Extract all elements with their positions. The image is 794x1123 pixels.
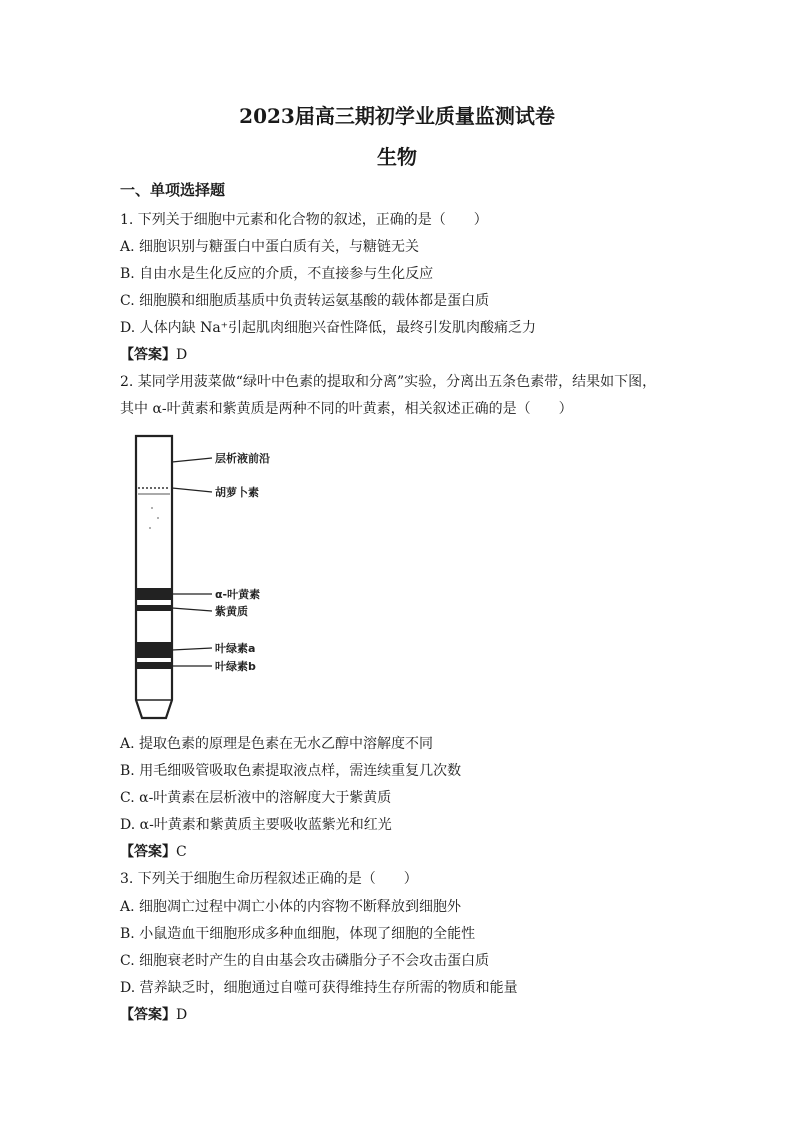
label-chlorophyll-b: 叶绿素b — [215, 660, 256, 673]
q2-option-b: B. 用毛细吸管吸取色素提取液点样，需连续重复几次数 — [120, 763, 462, 779]
q2-stem-line1: 2. 某同学用菠菜做“绿叶中色素的提取和分离”实验，分离出五条色素带，结果如下图， — [120, 374, 657, 390]
speck — [149, 527, 151, 529]
q1-answer — [120, 346, 187, 364]
answer-label: 【答案】 — [120, 347, 176, 363]
answer-label: 【答案】 — [120, 1007, 176, 1023]
leader-line — [172, 488, 212, 492]
q2-option-c: C. α-叶黄素在层析液中的溶解度大于紫黄质 — [120, 790, 392, 806]
violaxanthin-band — [137, 605, 171, 611]
chlorophyll-a-band — [137, 642, 171, 658]
q1-option-a: A. 细胞识别与糖蛋白中蛋白质有关，与糖链无关 — [120, 239, 420, 255]
label-solvent-front: 层析液前沿 — [215, 452, 270, 465]
q1-option-b: B. 自由水是生化反应的介质，不直接参与生化反应 — [120, 266, 434, 282]
alpha-xanthophyll-band — [137, 588, 171, 600]
answer-value: D — [176, 347, 188, 363]
leader-line — [172, 458, 212, 462]
chlorophyll-b-band — [137, 662, 171, 669]
paper-strip — [136, 436, 172, 718]
chromatography-diagram — [122, 428, 332, 728]
q3-option-a: A. 细胞凋亡过程中凋亡小体的内容物不断释放到细胞外 — [120, 899, 462, 915]
section-heading: 一、单项选择题 — [120, 181, 226, 199]
q1-option-c: C. 细胞膜和细胞质基质中负责转运氨基酸的载体都是蛋白质 — [120, 293, 490, 309]
answer-value: C — [176, 844, 187, 860]
q1-stem: 1. 下列关于细胞中元素和化合物的叙述，正确的是（ ） — [120, 212, 488, 228]
label-alpha-xanthophyll: α-叶黄素 — [215, 588, 261, 601]
leader-line — [172, 608, 212, 611]
chromatography-figure — [122, 428, 332, 728]
subject-title: 生物 — [377, 145, 417, 169]
answer-label: 【答案】 — [120, 844, 176, 860]
q2-answer — [120, 843, 187, 861]
q3-stem: 3. 下列关于细胞生命历程叙述正确的是（ ） — [120, 871, 418, 887]
q2-stem-line2: 其中 α-叶黄素和紫黄质是两种不同的叶黄素，相关叙述正确的是（ ） — [120, 401, 573, 417]
q2-option-d: D. α-叶黄素和紫黄质主要吸收蓝紫光和红光 — [120, 817, 392, 833]
answer-value: D — [176, 1007, 188, 1023]
leader-line — [172, 648, 212, 650]
speck — [151, 507, 153, 509]
q1-option-d: D. 人体内缺 Na⁺引起肌肉细胞兴奋性降低，最终引发肌肉酸痛乏力 — [120, 320, 537, 336]
q3-option-d: D. 营养缺乏时，细胞通过自噬可获得维持生存所需的物质和能量 — [120, 980, 518, 996]
exam-title: 2023届高三期初学业质量监测试卷 — [239, 104, 555, 128]
label-carotene: 胡萝卜素 — [215, 486, 259, 499]
label-violaxanthin: 紫黄质 — [215, 605, 248, 618]
label-chlorophyll-a: 叶绿素a — [215, 642, 256, 655]
q3-option-b: B. 小鼠造血干细胞形成多种血细胞，体现了细胞的全能性 — [120, 926, 476, 942]
q2-option-a: A. 提取色素的原理是色素在无水乙醇中溶解度不同 — [120, 736, 434, 752]
q3-answer — [120, 1006, 187, 1024]
q3-option-c: C. 细胞衰老时产生的自由基会攻击磷脂分子不会攻击蛋白质 — [120, 953, 490, 969]
speck — [157, 517, 159, 519]
